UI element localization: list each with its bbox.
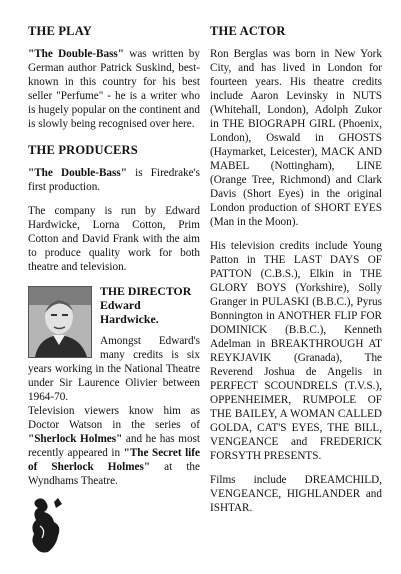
secret-life-title: "The Secret life of Sherlock Holmes" bbox=[28, 447, 200, 473]
director-text-2c: at the Wyndhams Theatre. bbox=[28, 461, 200, 487]
director-heading: THE DIRECTOR bbox=[100, 284, 192, 298]
director-paragraph-1: Amongst Edward's many credits is six years working in the National Theatre under Sir Laurence Olivier between 1964-70. bbox=[28, 335, 200, 403]
double-bass-figure-icon bbox=[28, 496, 68, 556]
sherlock-title: "Sherlock Holmes" bbox=[28, 433, 123, 445]
play-paragraph bbox=[28, 47, 200, 131]
producers-title: "The Double-Bass" bbox=[28, 167, 127, 179]
actor-paragraph-1: Ron Berglas was born in New York City, and has lived in London for fourteen years. His theatre credits include Aaron Levinsky in NUTS (Whitehall, London), Adolph Zukor in THE BIOGRAPH GIRL (Phoenix, London), Oswald in GHOSTS (Haymarket, Leicester), MACK AND MABEL (Nottingham), LINE (Orange Tree, Richmond) and Clark Davis (Short Eyes) in the original London production of SHORT EYES (Man in the Moon). bbox=[210, 48, 382, 228]
play-title: "The Double-Bass" bbox=[28, 48, 124, 60]
director-paragraph-2 bbox=[28, 404, 200, 488]
producers-text-1: is Firedrake's first production. bbox=[28, 167, 200, 193]
right-column bbox=[210, 24, 382, 525]
actor-paragraph-2: His television credits include Young Patton in THE LAST DAYS OF PATTON (C.B.S.), Elkin in THE GLORY BOYS (Yorkshire), Solly Granger in PULASKI (B.B.C.), Pyrus Bonnington in ANOTHER FLIP FOR DOMINICK (B.B.C.), Kenneth Adelman in BREAKTHROUGH AT REYKJAVIK (Granada), The Reverend Joshua de Angelis in PERFECT SCOUNDRELS (T.V.S.), OPPENHEIMER, RUMPOLE OF THE BAILEY, A WOMAN CALLED GOLDA, CAT'S EYES, THE BILL, VENGEANCE and FREDERICK FORSYTH PRESENTS. bbox=[210, 240, 382, 462]
director-text-2a: Television viewers know him as Doctor Watson in the series of bbox=[28, 405, 200, 431]
portrait-photo bbox=[28, 286, 92, 358]
director-text-2b: and he has most recently appeared in bbox=[28, 433, 200, 459]
actor-paragraph-3: Films include DREAMCHILD, VENGEANCE, HIGHLANDER and ISHTAR. bbox=[210, 474, 382, 514]
director-section bbox=[28, 284, 200, 498]
producers-paragraph-1 bbox=[28, 166, 200, 194]
producers-heading: THE PRODUCERS bbox=[28, 143, 138, 157]
left-column bbox=[28, 24, 200, 498]
play-heading: THE PLAY bbox=[28, 24, 93, 38]
director-name: Edward Hardwicke. bbox=[100, 298, 159, 326]
play-text: was written by German author Patrick Suskind, best-known in this country for his best seller "Perfume" - he is a writer who is hugely popular on the continent and is slowly being recognised over here. bbox=[28, 48, 200, 130]
actor-heading: THE ACTOR bbox=[210, 24, 286, 38]
producers-paragraph-2: The company is run by Edward Hardwicke, Lorna Cotton, Prim Cotton and David Frank with the aim to produce quality work for both theatre and television. bbox=[28, 205, 200, 273]
